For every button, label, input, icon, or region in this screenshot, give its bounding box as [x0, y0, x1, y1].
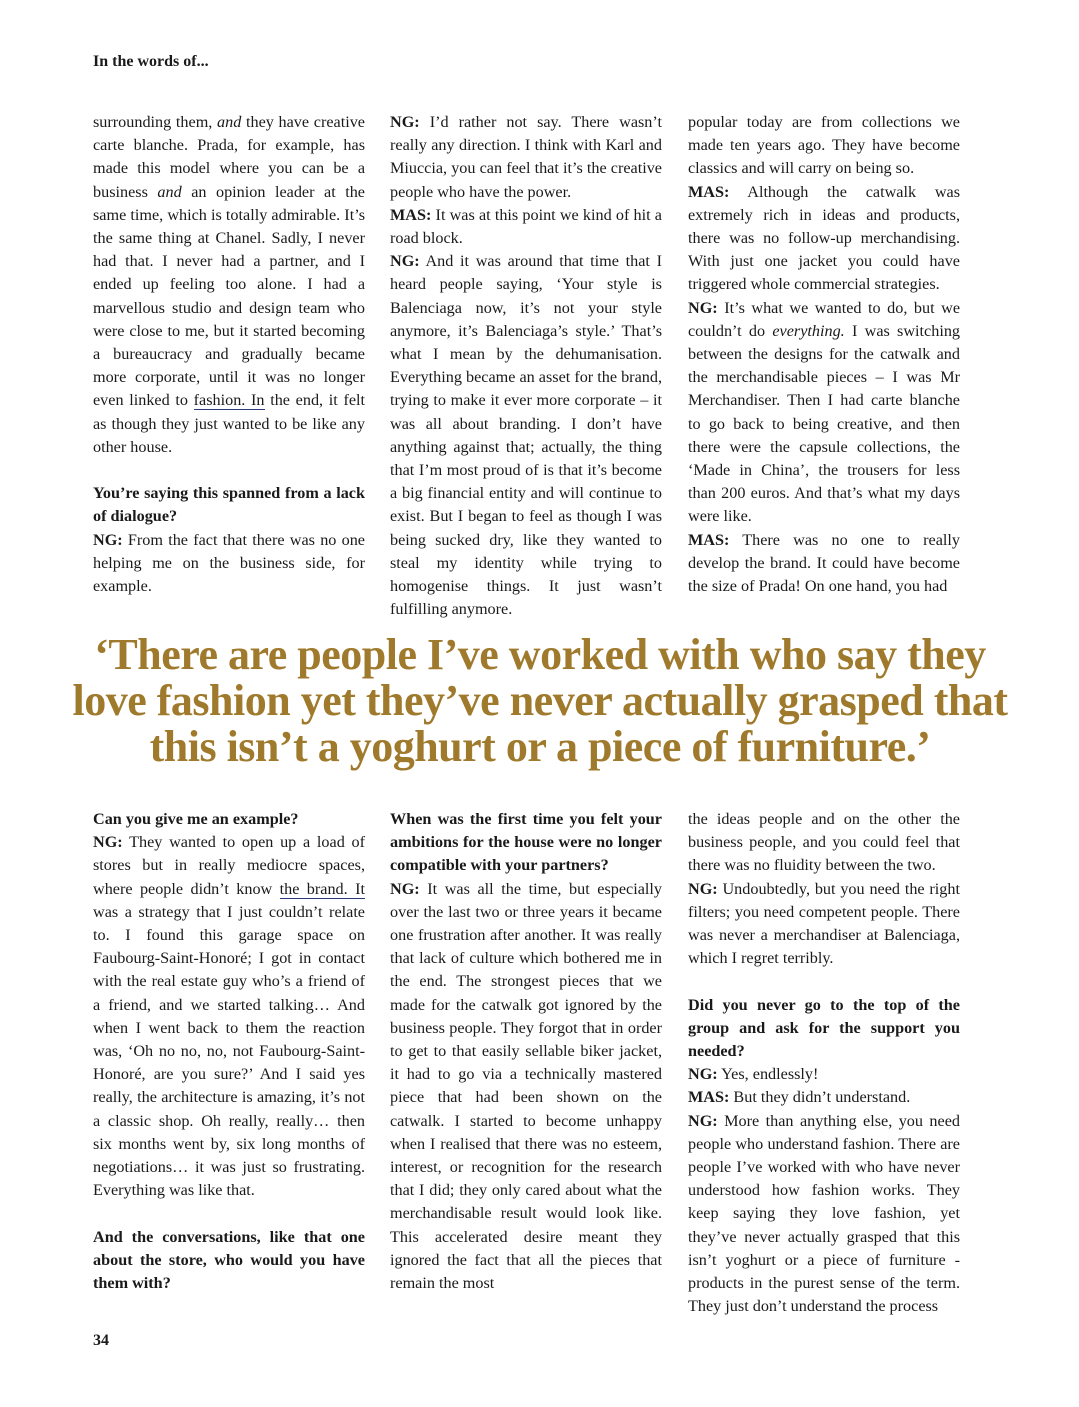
speaker-label: NG: — [688, 879, 718, 898]
paragraph — [390, 250, 662, 621]
paragraph — [688, 181, 960, 297]
inline-link[interactable]: fashion. In — [193, 391, 265, 410]
text-span: Although the catwalk was extremely rich in ideas and products, there was no follow-up merchandising. With just one jacket you could have triggered whole commercial strategies. — [688, 182, 960, 294]
text-span: From the fact that there was no one helping me on the business side, for example. — [93, 530, 365, 596]
bottom-column-3 — [688, 808, 960, 1318]
interview-question: When was the first time you felt your ambitions for the house were no longer compatible with your partners? — [390, 810, 662, 875]
speaker-label: NG: — [390, 879, 420, 898]
text-span: It was at this point we kind of hit a road block. — [390, 205, 662, 248]
paragraph — [93, 529, 365, 599]
paragraph — [93, 111, 365, 459]
paragraph — [688, 1086, 960, 1109]
interview-question: And the conversations, like that one about the store, who would you have them with? — [93, 1227, 365, 1293]
paragraph — [688, 1110, 960, 1319]
text-span: Yes, endlessly! — [717, 1065, 819, 1084]
text-span: And it was around that time that I heard people saying, ‘Your style is Balenciaga now, it’s not your style anymore, it’s Balenciaga’s style.’ That’s what I mean by the dehumanisation. Everything became an asset for the brand, trying to make it ever more corporate – it was all about branding. I don’t have anything against that; actually, the thing that I’m most proud of is that it’s become a big financial entity and will continue to exist. But I began to feel as though I was being sucked dry, like they wanted to steal my identity while trying to homogenise things. It just wasn’t fulfilling anymore. — [390, 252, 662, 619]
text-span: I was switching between the designs for the catwalk and the merchandisable pieces – I was Mr Merchandiser. Then I had carte blanche to go back to being creative, and then there were the capsule collections, the ‘Made in China’, the trousers for less than 200 euros. And that’s what my days were like. — [688, 321, 961, 526]
text-span: I’d rather not say. There wasn’t really any direction. I think with Karl and Miuccia, you can feel that it’s the creative people who have the power. — [390, 113, 662, 201]
text-span: an opinion leader at the same time, which is totally admirable. It’s the same thing at Chanel. Sadly, I never had that. I never had a partner, and I ended up feeling too alone. I had a marvellous studio and design team who were close to me, but it started becoming a bureaucracy and gradually became more corporate, until it was no longer even linked to — [93, 182, 365, 410]
text-span: There was no one to really develop the brand. It could have become the size of Prada! On one hand, you had — [688, 530, 960, 596]
text-span: More than anything else, you need people who understand fashion. There are people I’ve worked with who have never understood how fashion works. They keep saying they love fashion, yet they’ve never actually grasped that this isn’t yoghurt or a piece of furniture - products in the purest sense of the term. They just don’t understand the process — [688, 1111, 960, 1316]
text-span: was a strategy that I just couldn’t relate to. I found this garage space on Faubourg-Saint-Honoré; I got in contact with the real estate guy who’s a friend of a friend, and we started talking… And when I went back to them the reaction was, ‘Oh no no, no, not Faubourg-Saint-Honoré, are you sure?’ And I said yes really, the architecture is amazing, it’s not a classic shop. Oh really, really… then six months went by, six long months of negotiations… it was just so frustrating. Everything was like that. — [93, 902, 365, 1200]
paragraph — [390, 878, 662, 1296]
speaker-label: MAS: — [390, 205, 432, 224]
pull-quote-line: love fashion yet they’ve never actually grasped that — [72, 676, 1008, 725]
section-header: In the words of... — [93, 53, 209, 70]
pull-quote — [60, 632, 1020, 770]
top-column-1 — [93, 111, 365, 598]
emphasis-text: everything. — [772, 321, 845, 340]
interview-question: You’re saying this spanned from a lack of dialogue? — [93, 484, 365, 526]
inline-link[interactable]: the brand. It — [279, 879, 365, 898]
page-number: 34 — [93, 1332, 109, 1349]
emphasis-text: and — [217, 113, 242, 131]
paragraph — [688, 297, 960, 529]
paragraph: the ideas people and on the other the business people, and you could feel that there was no fluidity between the two. — [688, 810, 960, 875]
speaker-label: NG: — [688, 1065, 718, 1084]
paragraph — [390, 204, 662, 250]
paragraph — [688, 529, 960, 599]
paragraph — [93, 831, 365, 1202]
paragraph — [688, 878, 960, 971]
speaker-label: MAS: — [688, 182, 730, 201]
top-column-2 — [390, 111, 662, 621]
text-span: It’s what we wanted to do, but we couldn’t do — [688, 298, 960, 340]
speaker-label: NG: — [390, 113, 420, 131]
speaker-label: NG: — [390, 252, 420, 271]
top-column-3 — [688, 111, 960, 598]
speaker-label: MAS: — [688, 1088, 730, 1107]
pull-quote-line: ‘There are people I’ve worked with who say they — [94, 630, 986, 679]
text-span: surrounding them, — [93, 113, 218, 131]
text-span: the end, it felt as though they just wanted to be like any other house. — [93, 391, 366, 456]
paragraph — [688, 1063, 960, 1086]
speaker-label: NG: — [688, 1111, 718, 1130]
pull-quote-line: this isn’t a yoghurt or a piece of furniture.’ — [149, 722, 931, 771]
speaker-label: NG: — [688, 298, 718, 317]
interview-question: Did you never go to the top of the group and ask for the support you needed? — [688, 995, 960, 1061]
bottom-column-1 — [93, 808, 365, 1295]
interview-question: Can you give me an example? — [93, 810, 299, 828]
speaker-label: NG: — [93, 833, 123, 852]
paragraph — [390, 111, 662, 204]
paragraph: popular today are from collections we made ten years ago. They have become classics and will carry on being so. — [688, 113, 960, 178]
speaker-label: NG: — [93, 530, 123, 549]
text-span: they have creative carte blanche. Prada, for example, has made this model where you can be a business — [93, 113, 365, 201]
emphasis-text: and — [157, 182, 182, 201]
speaker-label: MAS: — [688, 530, 730, 549]
bottom-column-2 — [390, 808, 662, 1295]
text-span: It was all the time, but especially over the last two or three years it became one frustration after another. It was really that lack of culture which bothered me in the end. The strongest pieces that we made for the catwalk got ignored by the business people. They forgot that in order to get to that easily sellable biker jacket, it had to go via a technically mastered piece that had been shown on the catwalk. I started to become unhappy when I realised that there was no esteem, interest, or recognition for the research that I did; they only cared about what the merchandisable result would look like. This accelerated desire meant they ignored the fact that all the pieces that remain the most — [390, 879, 662, 1293]
text-span: But they didn’t understand. — [729, 1088, 911, 1107]
text-span: They wanted to open up a load of stores but in really mediocre spaces, where people didn’t know — [93, 833, 365, 898]
text-span: Undoubtedly, but you need the right filters; you need competent people. There was never a merchandiser at Balenciaga, which I regret terribly. — [688, 879, 960, 968]
